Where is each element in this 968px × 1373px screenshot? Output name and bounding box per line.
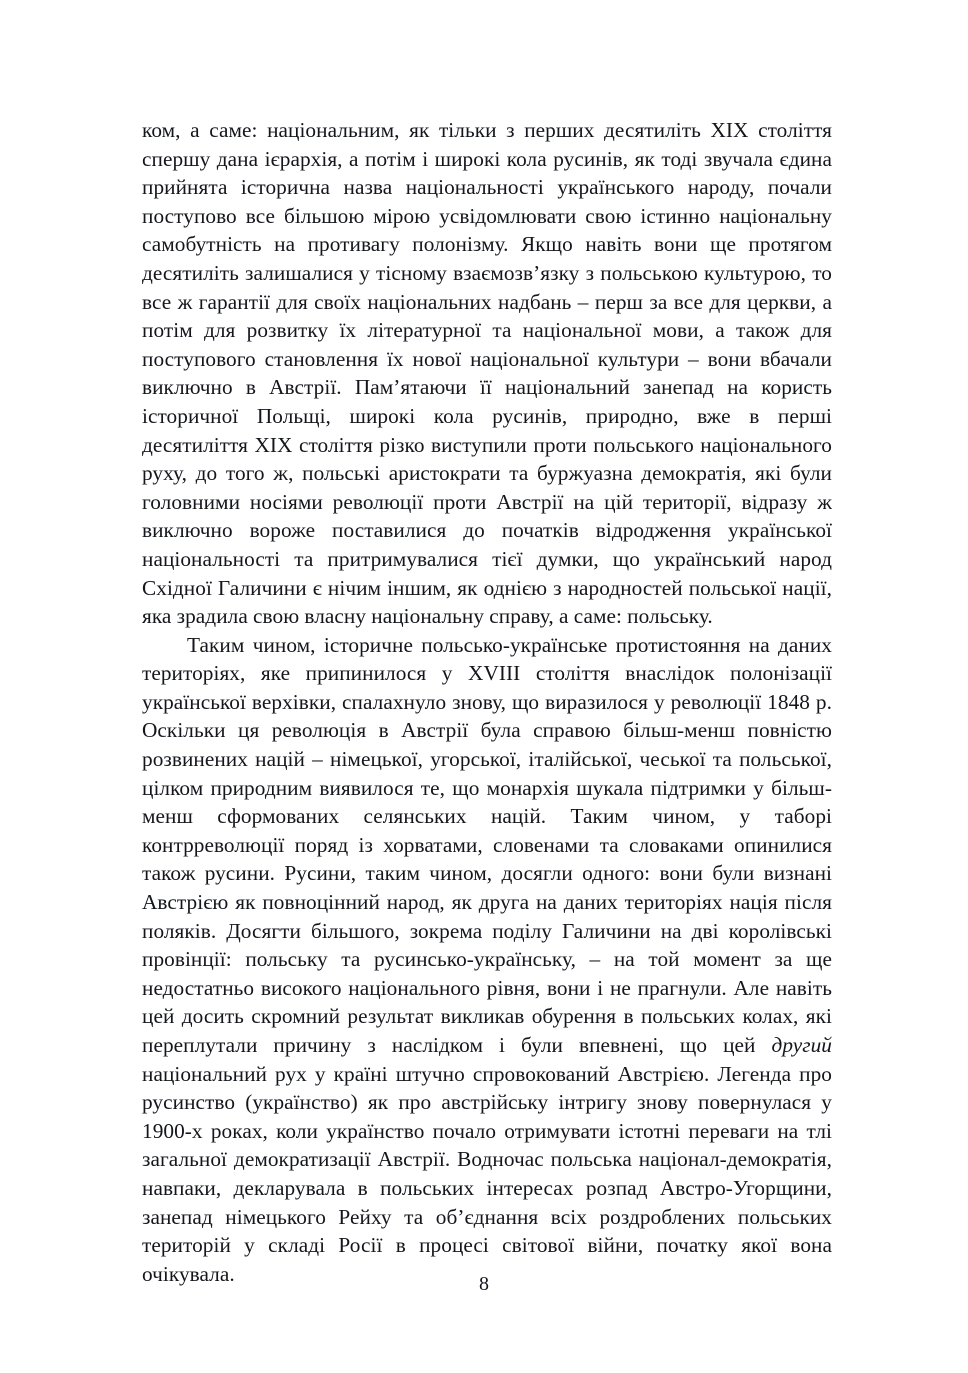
text-column bbox=[142, 116, 832, 1288]
paragraph-taking-chynom: Таким чином, історичне польсько-українське протистояння на даних територіях, яке припинилося у XVIII століття внаслідок полонізації української верхівки, спалахнуло знову, що виразилося у революції 1848 р. Оскільки ця революція в Австрії була справою більш-менш повністю розвинених націй – німецької, угорської, італійської, чеської та польської, цілком природним виявилося те, що монархія шукала підтримки у більш-менш сформованих селянських націй. Таким чином, у таборі контрреволюції поряд із хорватами, словенами та словаками опинилися також русини. Русини, таким чином, досягли одного: вони були визнані Австрією як повноцінний народ, як друга на даних територіях нація після поляків. Досягти більшого, зокрема поділу Галичини на дві королівські провінції: польську та русинсько-українську, – на той момент за ще недостатньо високого національного рівня, вони і не прагнули. Але навіть цей досить скромний результат викликав обурення в польських колах, які переплутали причину з наслідком і були впевнені, що цей другий національний рух у країні штучно спровокований Австрією. Легенда про русинство (українство) як про австрійську інтригу знову повернулася у 1900-х роках, коли українство почало отримувати істотні переваги на тлі загальної демократизації Австрії. Водночас польська націонал-демократія, навпаки, декларувала в польських інтересах розпад Австро-Угорщини, занепад німецького Рейху та об’єднання всіх роздроблених польських територій у складі Росії в процесі світової війни, початку якої вона очікувала. bbox=[142, 632, 832, 1286]
paragraph-continued: ком, а саме: національним, як тільки з перших десятиліть XIX століття спершу дана ієрархія, а потім і широкі кола русинів, як тоді звучала єдина прийнята історична назва національності українського народу, почали поступово все більшою мірою усвідомлювати свою істинно національну самобутність на противагу полонізму. Якщо навіть вони ще протягом десятиліть залишалися у тісному взаємозв’язку з польською культурою, то все ж гарантії для своїх національних надбань – перш за все для церкви, а потім для розвитку їх літературної та національної мови, а також для поступового становлення їх нової національної культури – вони вбачали виключно в Австрії. Пам’ятаючи її національний занепад на користь історичної Польщі, широкі кола русинів, природно, вже в перші десятиліття XIX століття різко виступили проти польського національного руху, до того ж, польські аристократи та буржуазна демократія, які були головними носіями революції проти Австрії на цій території, відразу ж виключно вороже поставилися до початків відродження української національності та притримувалися тієї думки, що український народ Східної Галичини є нічим іншим, як однією з народностей польської нації, яка зрадила свою власну національну справу, а саме: польську. bbox=[142, 118, 832, 629]
page-number: 8 bbox=[479, 1273, 489, 1295]
emphasized-word: другий bbox=[771, 1033, 832, 1057]
